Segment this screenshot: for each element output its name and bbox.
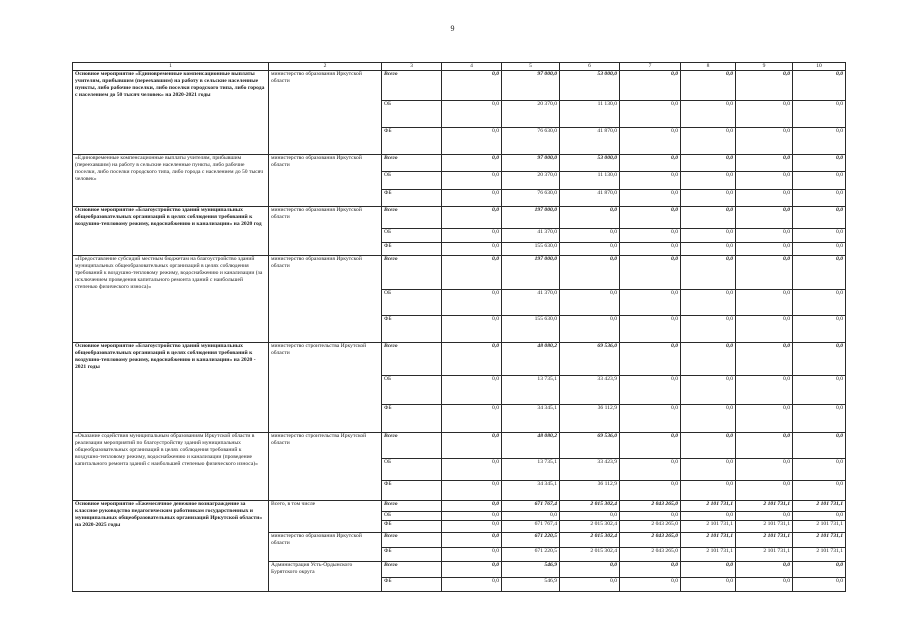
amount-cell: 0,0 xyxy=(793,562,846,578)
amount-cell: 0,0 xyxy=(736,316,793,343)
amount-cell: 0,0 xyxy=(620,376,681,405)
amount-cell: 0,0 xyxy=(681,155,736,172)
amount-cell: 0,0 xyxy=(442,405,502,433)
activity-description: Основное мероприятие «Ежемесячное денежное вознаграждение за классное руководство педагогическим работникам государственных и муниципальных общеобразовательных организаций Иркутской области» на 2020-2025 годы xyxy=(73,501,269,592)
funding-source-cell: Всего xyxy=(382,256,442,290)
funding-source-cell: ФБ xyxy=(382,128,442,155)
amount-cell: 0,0 xyxy=(442,256,502,290)
amount-cell: 41 870,0 xyxy=(560,128,620,155)
amount-cell: 0,0 xyxy=(442,343,502,376)
amount-cell: 0,0 xyxy=(793,290,846,316)
amount-cell: 0,0 xyxy=(442,562,502,578)
amount-cell: 0,0 xyxy=(620,172,681,190)
amount-cell: 0,0 xyxy=(620,316,681,343)
amount-cell: 0,0 xyxy=(560,512,620,521)
funding-source-cell: Всего xyxy=(382,343,442,376)
amount-cell: 0,0 xyxy=(681,316,736,343)
funding-source-cell: ФБ xyxy=(382,521,442,533)
page-number: 9 xyxy=(450,24,455,33)
amount-cell: 2 101 731,1 xyxy=(681,501,736,512)
amount-cell: 76 630,0 xyxy=(502,128,560,155)
amount-cell: 0,0 xyxy=(442,190,502,207)
amount-cell: 0,0 xyxy=(442,243,502,256)
amount-cell: 2 101 731,1 xyxy=(793,533,846,548)
amount-cell: 0,0 xyxy=(793,433,846,459)
column-number-header: 5 xyxy=(502,63,560,71)
table-row xyxy=(73,155,846,172)
amount-cell: 0,0 xyxy=(442,71,502,101)
table-row xyxy=(73,433,846,459)
amount-cell: 2 101 731,1 xyxy=(681,533,736,548)
amount-cell: 0,0 xyxy=(736,405,793,433)
amount-cell: 0,0 xyxy=(681,512,736,521)
amount-cell: 2 101 731,1 xyxy=(681,521,736,533)
amount-cell: 2 101 731,1 xyxy=(736,501,793,512)
amount-cell: 76 630,0 xyxy=(502,190,560,207)
column-number-header: 7 xyxy=(620,63,681,71)
amount-cell: 0,0 xyxy=(736,290,793,316)
funding-source-cell: ФБ xyxy=(382,548,442,562)
amount-cell: 0,0 xyxy=(442,578,502,592)
amount-cell: 0,0 xyxy=(681,459,736,481)
executor-cell: министерство образования Иркутской области xyxy=(269,155,382,207)
funding-source-cell: ОБ xyxy=(382,512,442,521)
funding-source-cell: ОБ xyxy=(382,459,442,481)
amount-cell: 0,0 xyxy=(793,190,846,207)
funding-source-cell: ФБ xyxy=(382,405,442,433)
amount-cell: 2 015 302,4 xyxy=(560,533,620,548)
amount-cell: 0,0 xyxy=(442,376,502,405)
amount-cell: 0,0 xyxy=(620,155,681,172)
amount-cell: 0,0 xyxy=(560,290,620,316)
amount-cell: 0,0 xyxy=(793,376,846,405)
amount-cell: 0,0 xyxy=(793,71,846,101)
amount-cell: 0,0 xyxy=(620,229,681,243)
amount-cell: 2 015 302,4 xyxy=(560,548,620,562)
amount-cell: 0,0 xyxy=(442,316,502,343)
table-row xyxy=(73,207,846,229)
amount-cell: 0,0 xyxy=(793,243,846,256)
amount-cell: 0,0 xyxy=(736,459,793,481)
amount-cell: 0,0 xyxy=(681,256,736,290)
column-number-header: 8 xyxy=(681,63,736,71)
amount-cell: 69 536,0 xyxy=(560,343,620,376)
amount-cell: 0,0 xyxy=(442,229,502,243)
funding-source-cell: ОБ xyxy=(382,172,442,190)
amount-cell: 671 220,5 xyxy=(502,548,560,562)
amount-cell: 0,0 xyxy=(620,290,681,316)
amount-cell: 2 015 302,4 xyxy=(560,521,620,533)
amount-cell: 41 370,0 xyxy=(502,290,560,316)
amount-cell: 0,0 xyxy=(793,101,846,128)
amount-cell: 0,0 xyxy=(442,290,502,316)
funding-source-cell: ФБ xyxy=(382,578,442,592)
amount-cell: 0,0 xyxy=(620,578,681,592)
amount-cell: 546,9 xyxy=(502,578,560,592)
amount-cell: 0,0 xyxy=(736,343,793,376)
column-number-header: 6 xyxy=(560,63,620,71)
amount-cell: 2 101 731,1 xyxy=(793,548,846,562)
amount-cell: 197 000,0 xyxy=(502,207,560,229)
column-number-header: 2 xyxy=(269,63,382,71)
column-number-header: 1 xyxy=(73,63,269,71)
amount-cell: 33 423,9 xyxy=(560,459,620,481)
amount-cell: 0,0 xyxy=(442,172,502,190)
amount-cell: 0,0 xyxy=(793,256,846,290)
amount-cell: 20 370,0 xyxy=(502,172,560,190)
amount-cell: 2 101 731,1 xyxy=(793,521,846,533)
amount-cell: 0,0 xyxy=(560,243,620,256)
amount-cell: 33 423,9 xyxy=(560,376,620,405)
amount-cell: 0,0 xyxy=(793,229,846,243)
amount-cell: 0,0 xyxy=(793,155,846,172)
funding-source-cell: Всего xyxy=(382,533,442,548)
amount-cell: 0,0 xyxy=(620,256,681,290)
executor-cell: министерство строительства Иркутской области xyxy=(269,433,382,501)
amount-cell: 0,0 xyxy=(560,229,620,243)
executor-cell: министерство образования Иркутской области xyxy=(269,533,382,562)
table-row xyxy=(73,501,846,512)
executor-cell: министерство строительства Иркутской области xyxy=(269,343,382,433)
activity-description: Основное мероприятие «Единовременные компенсационные выплаты учителям, прибывшим (переехавшим) на работу в сельские населенные пункты, либо рабочие поселки, либо поселки городского типа, либо города с населением до 50 тысяч человек» на 2020-2021 годы xyxy=(73,71,269,155)
amount-cell: 0,0 xyxy=(502,512,560,521)
amount-cell: 69 536,0 xyxy=(560,433,620,459)
amount-cell: 0,0 xyxy=(681,405,736,433)
funding-source-cell: Всего xyxy=(382,501,442,512)
column-number-header: 3 xyxy=(382,63,442,71)
executor-cell: министерство образования Иркутской области xyxy=(269,71,382,155)
column-number-header: 4 xyxy=(442,63,502,71)
activity-description: Основное мероприятие «Благоустройство зданий муниципальных общеобразовательных организаций в целях соблюдения требований к воздушно-тепловому режиму, водоснабжению и канализации» на 2020 год xyxy=(73,207,269,256)
amount-cell: 0,0 xyxy=(681,128,736,155)
amount-cell: 2 101 731,1 xyxy=(736,548,793,562)
amount-cell: 0,0 xyxy=(442,128,502,155)
table-row xyxy=(73,343,846,376)
amount-cell: 2 101 731,1 xyxy=(793,501,846,512)
funding-source-cell: Всего xyxy=(382,433,442,459)
amount-cell: 97 000,0 xyxy=(502,71,560,101)
funding-source-cell: ФБ xyxy=(382,190,442,207)
amount-cell: 0,0 xyxy=(793,405,846,433)
amount-cell: 0,0 xyxy=(442,433,502,459)
amount-cell: 0,0 xyxy=(736,433,793,459)
amount-cell: 0,0 xyxy=(620,101,681,128)
amount-cell: 0,0 xyxy=(681,101,736,128)
amount-cell: 0,0 xyxy=(736,562,793,578)
amount-cell: 0,0 xyxy=(681,578,736,592)
amount-cell: 0,0 xyxy=(681,290,736,316)
amount-cell: 0,0 xyxy=(620,459,681,481)
amount-cell: 2 043 265,0 xyxy=(620,548,681,562)
funding-source-cell: Всего xyxy=(382,155,442,172)
amount-cell: 0,0 xyxy=(620,190,681,207)
amount-cell: 0,0 xyxy=(620,433,681,459)
amount-cell: 0,0 xyxy=(736,190,793,207)
activity-description: «Единовременные компенсационные выплаты учителям, прибывшим (переехавшим) на работу в сельские населенные пункты, либо рабочие поселки, либо поселки городского типа, либо города с населением до 50 тысяч человек» xyxy=(73,155,269,207)
amount-cell: 0,0 xyxy=(736,172,793,190)
amount-cell: 0,0 xyxy=(681,562,736,578)
amount-cell: 0,0 xyxy=(442,501,502,512)
amount-cell: 2 101 731,1 xyxy=(736,521,793,533)
amount-cell: 0,0 xyxy=(736,243,793,256)
amount-cell: 0,0 xyxy=(736,512,793,521)
amount-cell: 48 080,2 xyxy=(502,343,560,376)
funding-source-cell: ФБ xyxy=(382,243,442,256)
funding-source-cell: Всего xyxy=(382,71,442,101)
amount-cell: 48 080,2 xyxy=(502,433,560,459)
amount-cell: 13 735,1 xyxy=(502,459,560,481)
table-row xyxy=(73,256,846,290)
amount-cell: 197 000,0 xyxy=(502,256,560,290)
funding-source-cell: ФБ xyxy=(382,481,442,501)
amount-cell: 11 130,0 xyxy=(560,101,620,128)
amount-cell: 97 000,0 xyxy=(502,155,560,172)
amount-cell: 13 735,1 xyxy=(502,376,560,405)
amount-cell: 155 630,0 xyxy=(502,243,560,256)
amount-cell: 0,0 xyxy=(442,533,502,548)
amount-cell: 36 112,9 xyxy=(560,405,620,433)
amount-cell: 2 015 302,4 xyxy=(560,501,620,512)
amount-cell: 0,0 xyxy=(736,481,793,501)
amount-cell: 0,0 xyxy=(442,548,502,562)
executor-cell: Всего, в том числе xyxy=(269,501,382,533)
amount-cell: 0,0 xyxy=(681,172,736,190)
amount-cell: 0,0 xyxy=(736,128,793,155)
column-number-header: 9 xyxy=(736,63,793,71)
amount-cell: 2 043 265,0 xyxy=(620,521,681,533)
amount-cell: 0,0 xyxy=(620,243,681,256)
amount-cell: 0,0 xyxy=(736,101,793,128)
amount-cell: 0,0 xyxy=(620,128,681,155)
amount-cell: 0,0 xyxy=(736,376,793,405)
funding-source-cell: ОБ xyxy=(382,376,442,405)
activity-description: «Оказание содействия муниципальным образованиям Иркутской области в реализации мероприятий по благоустройству зданий муниципальных общеобразовательных организаций в целях соблюдения требований к воздушно-тепловому режиму, водоснабжению и канализации (проведение капитального ремонта зданий с наибольшей степенью физического износа)» xyxy=(73,433,269,501)
amount-cell: 36 112,9 xyxy=(560,481,620,501)
amount-cell: 0,0 xyxy=(560,316,620,343)
amount-cell: 0,0 xyxy=(793,128,846,155)
amount-cell: 0,0 xyxy=(681,343,736,376)
amount-cell: 41 370,0 xyxy=(502,229,560,243)
amount-cell: 671 767,4 xyxy=(502,501,560,512)
amount-cell: 0,0 xyxy=(442,207,502,229)
amount-cell: 0,0 xyxy=(681,433,736,459)
amount-cell: 0,0 xyxy=(560,256,620,290)
amount-cell: 0,0 xyxy=(620,343,681,376)
amount-cell: 2 101 731,1 xyxy=(681,548,736,562)
amount-cell: 546,9 xyxy=(502,562,560,578)
amount-cell: 671 767,4 xyxy=(502,521,560,533)
amount-cell: 155 630,0 xyxy=(502,316,560,343)
amount-cell: 0,0 xyxy=(793,512,846,521)
executor-cell: министерство образования Иркутской области xyxy=(269,256,382,343)
amount-cell: 0,0 xyxy=(620,562,681,578)
amount-cell: 0,0 xyxy=(681,243,736,256)
table-header-row xyxy=(73,63,846,71)
amount-cell: 2 043 265,0 xyxy=(620,501,681,512)
amount-cell: 0,0 xyxy=(736,229,793,243)
budget-table xyxy=(72,62,846,592)
amount-cell: 0,0 xyxy=(442,101,502,128)
amount-cell: 0,0 xyxy=(736,207,793,229)
amount-cell: 0,0 xyxy=(793,207,846,229)
funding-source-cell: Всего xyxy=(382,562,442,578)
amount-cell: 0,0 xyxy=(681,376,736,405)
amount-cell: 0,0 xyxy=(681,229,736,243)
amount-cell: 2 101 731,1 xyxy=(736,533,793,548)
amount-cell: 0,0 xyxy=(736,256,793,290)
amount-cell: 0,0 xyxy=(736,578,793,592)
amount-cell: 0,0 xyxy=(793,481,846,501)
amount-cell: 0,0 xyxy=(793,172,846,190)
amount-cell: 0,0 xyxy=(442,481,502,501)
amount-cell: 0,0 xyxy=(442,512,502,521)
amount-cell: 0,0 xyxy=(681,71,736,101)
amount-cell: 53 000,0 xyxy=(560,155,620,172)
amount-cell: 2 043 265,0 xyxy=(620,533,681,548)
funding-source-cell: ФБ xyxy=(382,316,442,343)
funding-source-cell: ОБ xyxy=(382,290,442,316)
amount-cell: 0,0 xyxy=(620,512,681,521)
amount-cell: 41 870,0 xyxy=(560,190,620,207)
amount-cell: 0,0 xyxy=(442,155,502,172)
activity-description: «Предоставление субсидий местным бюджетам на благоустройство зданий муниципальных общеобразовательных организаций в целях соблюдения требований к воздушно-тепловому режиму, водоснабжению и канализации (за исключением проведения капитального ремонта зданий с наибольшей степенью физического износа)» xyxy=(73,256,269,343)
amount-cell: 0,0 xyxy=(793,459,846,481)
amount-cell: 20 370,0 xyxy=(502,101,560,128)
amount-cell: 0,0 xyxy=(793,316,846,343)
amount-cell: 0,0 xyxy=(793,343,846,376)
amount-cell: 34 345,1 xyxy=(502,481,560,501)
amount-cell: 0,0 xyxy=(560,562,620,578)
executor-cell: Администрация Усть-Ордынского Бурятского округа xyxy=(269,562,382,592)
amount-cell: 0,0 xyxy=(793,578,846,592)
amount-cell: 34 345,1 xyxy=(502,405,560,433)
amount-cell: 0,0 xyxy=(681,190,736,207)
amount-cell: 0,0 xyxy=(442,459,502,481)
column-number-header: 10 xyxy=(793,63,846,71)
amount-cell: 0,0 xyxy=(736,155,793,172)
amount-cell: 0,0 xyxy=(560,207,620,229)
amount-cell: 0,0 xyxy=(620,405,681,433)
amount-cell: 0,0 xyxy=(681,207,736,229)
activity-description: Основное мероприятие «Благоустройство зданий муниципальных общеобразовательных организаций в целях соблюдения требований к воздушно-тепловому режиму, водоснабжению и канализации» на 2020 - 2021 годы xyxy=(73,343,269,433)
amount-cell: 0,0 xyxy=(620,71,681,101)
amount-cell: 671 220,5 xyxy=(502,533,560,548)
amount-cell: 0,0 xyxy=(560,578,620,592)
amount-cell: 0,0 xyxy=(681,481,736,501)
amount-cell: 11 130,0 xyxy=(560,172,620,190)
amount-cell: 0,0 xyxy=(620,481,681,501)
amount-cell: 0,0 xyxy=(736,71,793,101)
amount-cell: 53 000,0 xyxy=(560,71,620,101)
funding-source-cell: ОБ xyxy=(382,229,442,243)
amount-cell: 0,0 xyxy=(442,521,502,533)
table-row xyxy=(73,71,846,101)
executor-cell: министерство образования Иркутской области xyxy=(269,207,382,256)
funding-source-cell: Всего xyxy=(382,207,442,229)
amount-cell: 0,0 xyxy=(620,207,681,229)
funding-source-cell: ОБ xyxy=(382,101,442,128)
